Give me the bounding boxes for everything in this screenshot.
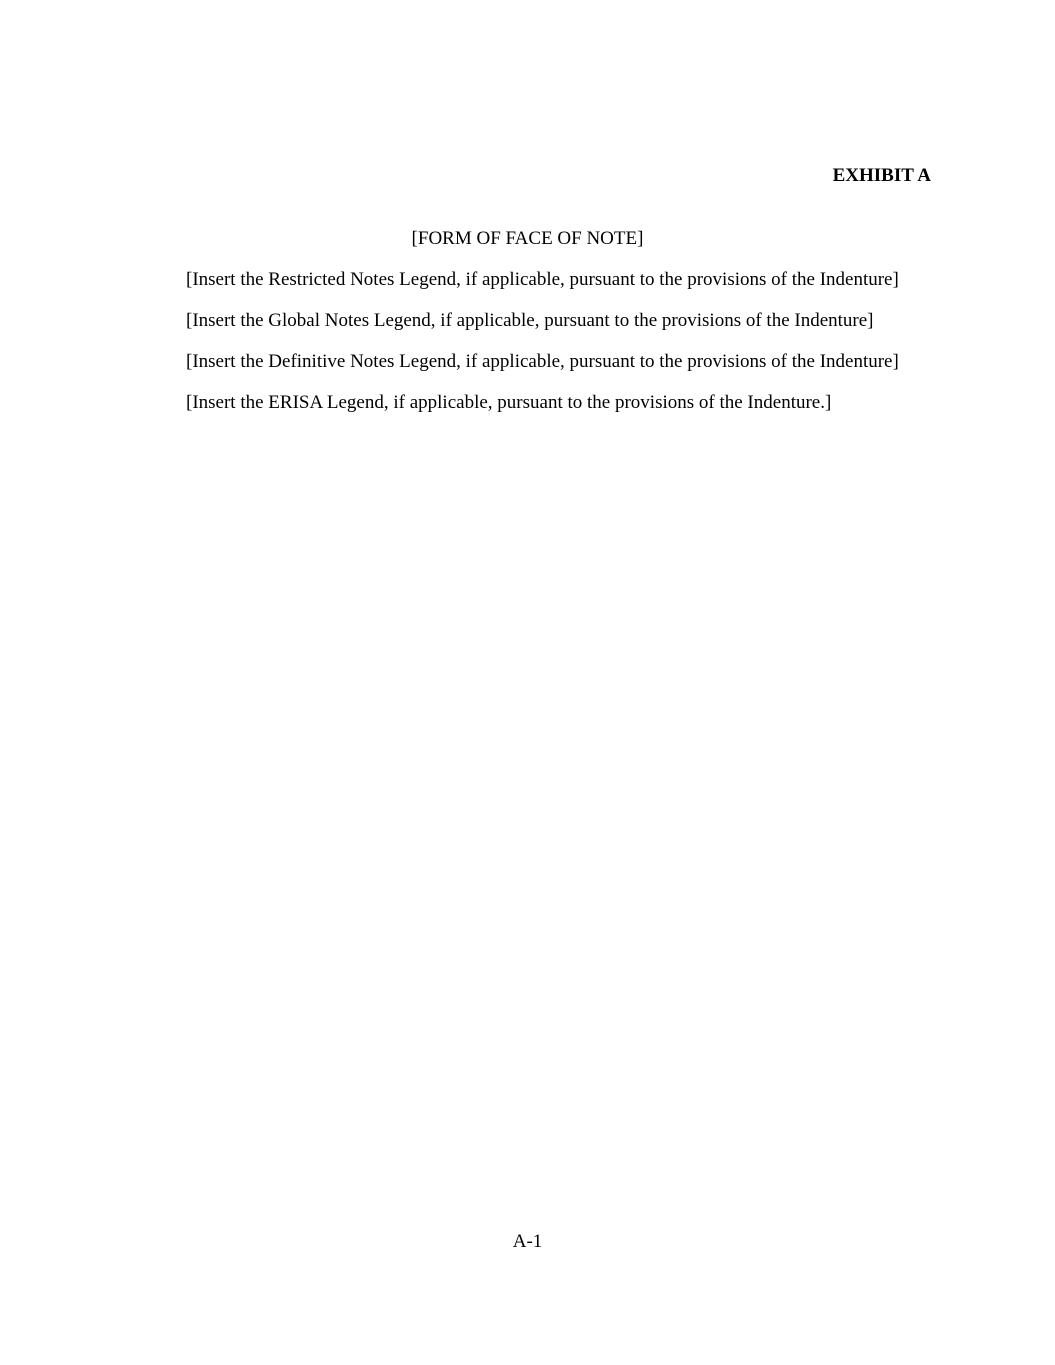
global-notes-legend-line: [Insert the Global Notes Legend, if applicable, pursuant to the provisions of the Indenture]: [186, 310, 874, 331]
definitive-notes-legend-line: [Insert the Definitive Notes Legend, if applicable, pursuant to the provisions of the Indenture]: [186, 351, 899, 372]
exhibit-title: EXHIBIT A: [832, 165, 931, 186]
form-heading: [FORM OF FACE OF NOTE]: [411, 228, 644, 249]
page-number: A-1: [512, 1231, 543, 1252]
restricted-notes-legend-line: [Insert the Restricted Notes Legend, if applicable, pursuant to the provisions of the Indenture]: [186, 269, 899, 290]
erisa-legend-line: [Insert the ERISA Legend, if applicable, pursuant to the provisions of the Indenture.]: [186, 392, 832, 413]
legend-list: [186, 269, 899, 433]
